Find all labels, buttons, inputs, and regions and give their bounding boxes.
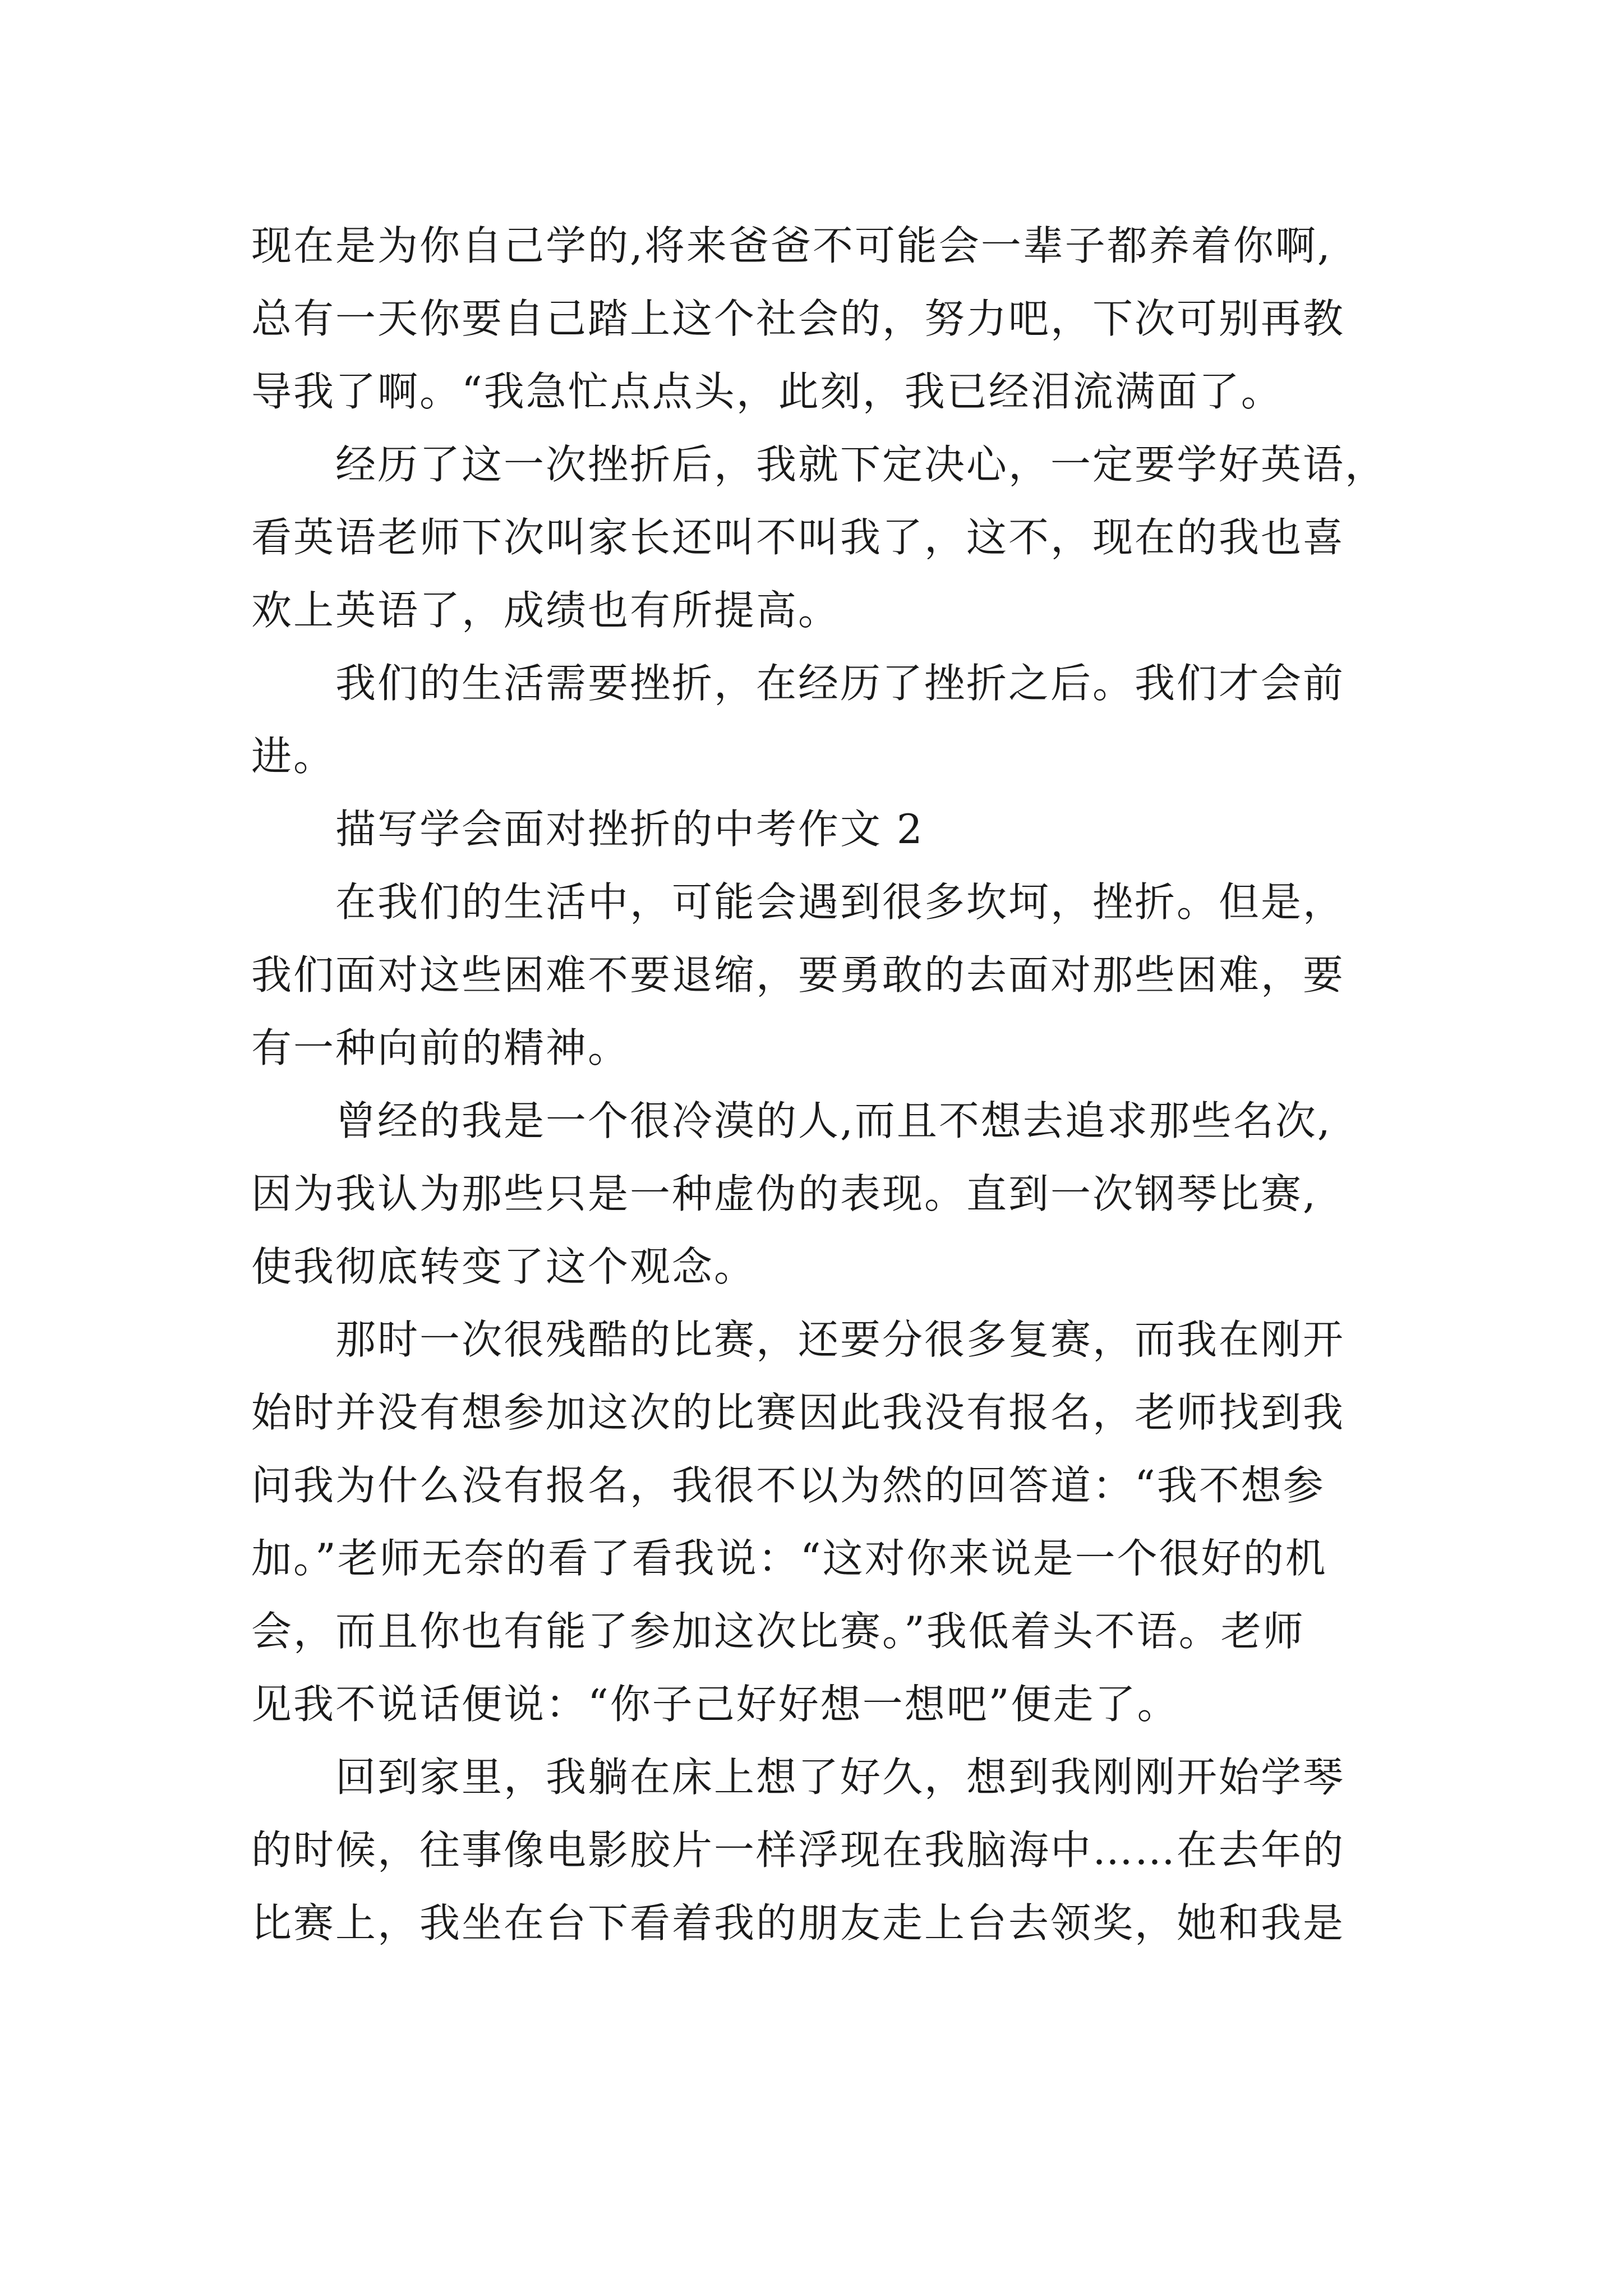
text-line: 经历了这一次挫折后，我就下定决心，一定要学好英语，: [335, 441, 1387, 488]
text-line: 因为我认为那些只是一种虚伪的表现。直到一次钢琴比赛,: [251, 1170, 1317, 1217]
text-line: 导我了啊。“我急忙点点头，此刻，我已经泪流满面了。: [251, 368, 1283, 415]
text-line: 我们面对这些困难不要退缩，要勇敢的去面对那些困难，要: [251, 951, 1345, 999]
text-line: 总有一天你要自己踏上这个社会的，努力吧，下次可别再教: [251, 295, 1345, 342]
text-line: 那时一次很残酷的比赛，还要分很多复赛，而我在刚开: [335, 1316, 1345, 1363]
text-line: 我们的生活需要挫折，在经历了挫折之后。我们才会前: [335, 660, 1345, 707]
text-line: 曾经的我是一个很冷漠的人,而且不想去追求那些名次,: [335, 1097, 1332, 1144]
text-line: 现在是为你自己学的,将来爸爸不可能会一辈子都养着你啊,: [251, 222, 1332, 269]
text-line: 的时候，往事像电影胶片一样浮现在我脑海中……在去年的: [251, 1826, 1345, 1874]
text-line: 使我彻底转变了这个观念。: [251, 1243, 757, 1290]
text-line: 见我不说话便说：“你子己好好想一想吧”便走了。: [251, 1681, 1179, 1728]
section-heading: 描写学会面对挫折的中考作文 2: [335, 806, 924, 853]
text-line: 问我为什么没有报名，我很不以为然的回答道：“我不想参: [251, 1462, 1325, 1509]
text-line: 欢上英语了，成绩也有所提高。: [251, 587, 841, 634]
text-line: 会，而且你也有能了参加这次比赛。”我低着头不语。老师: [251, 1608, 1305, 1655]
text-line: 在我们的生活中，可能会遇到很多坎坷，挫折。但是，: [335, 878, 1345, 926]
text-line: 比赛上，我坐在台下看着我的朋友走上台去领奖，她和我是: [251, 1899, 1345, 1947]
text-line: 看英语老师下次叫家长还叫不叫我了，这不，现在的我也喜: [251, 514, 1345, 561]
text-line: 进。: [251, 733, 336, 780]
text-line: 加。”老师无奈的看了看我说：“这对你来说是一个很好的机: [251, 1535, 1327, 1582]
text-line: 回到家里，我躺在床上想了好久，想到我刚刚开始学琴: [335, 1754, 1345, 1801]
text-line: 有一种向前的精神。: [251, 1024, 630, 1071]
text-line: 始时并没有想参加这次的比赛因此我没有报名，老师找到我: [251, 1389, 1345, 1436]
